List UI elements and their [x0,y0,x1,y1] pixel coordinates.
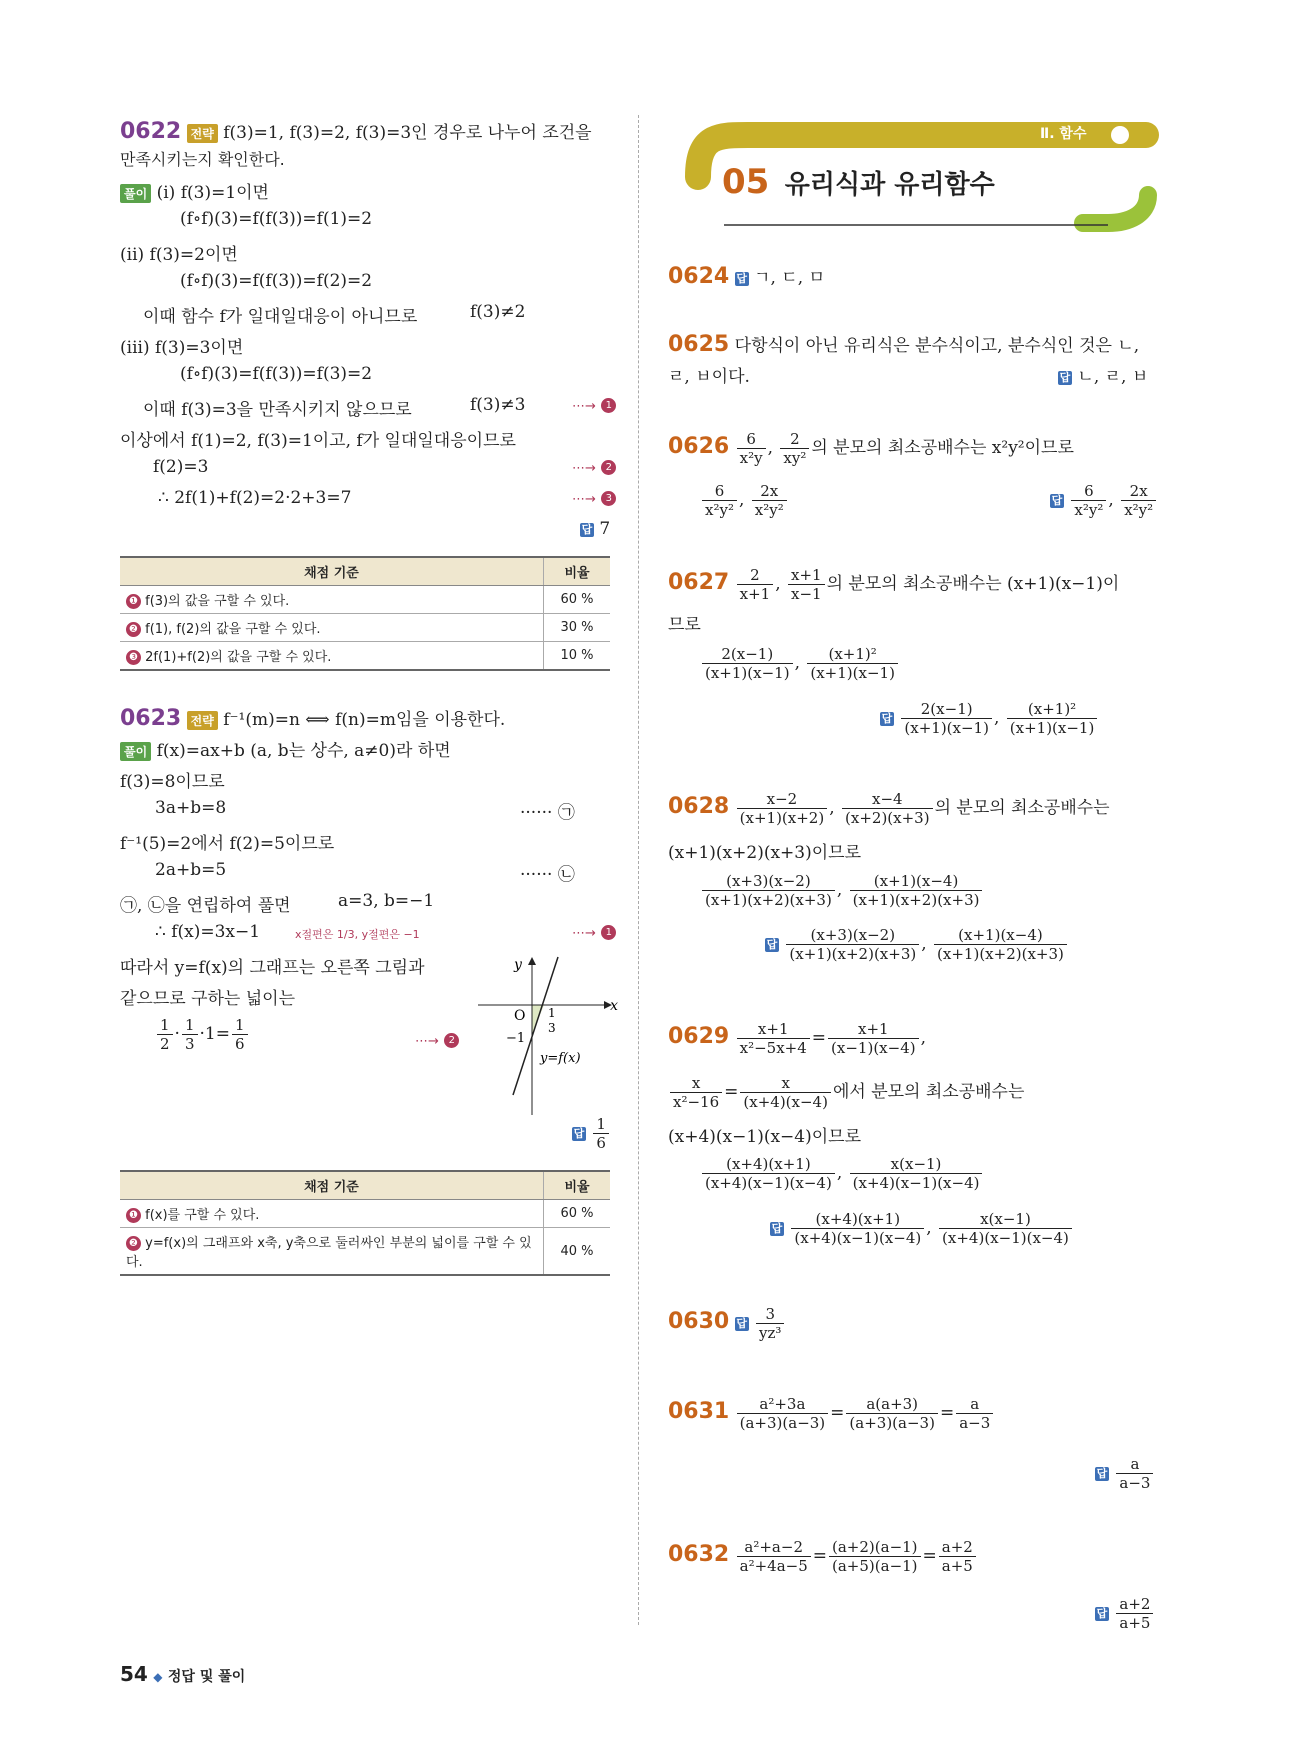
problem-number: 0630 [668,1309,730,1334]
frac-den: 3 [184,1035,195,1053]
sol-line: f(2)=3 [153,457,209,477]
frac-num: 2x [752,482,787,501]
ratio: 40 % [544,1228,611,1276]
frac-den: (x+4)(x−4) [743,1093,828,1111]
frac-num: (x+1)² [1007,700,1098,719]
frac-num: x−2 [737,790,828,809]
step-marker-1: 1 [601,925,616,940]
sol-line: 3a+b=8 [155,798,227,818]
step-arrow-icon: ⋯→ [572,492,596,507]
answer-icon: 답 [736,1316,747,1330]
problem-number: 0622 [120,119,182,144]
frac-num: a [1116,1455,1153,1474]
step-arrow-icon: ⋯→ [572,399,596,414]
frac-num: 2 [780,430,809,449]
frac-den: (x+4)(x−1)(x−4) [852,1174,980,1192]
frac-den: x+1 [739,585,771,603]
frac-den: (a+3)(a−3) [739,1414,826,1432]
frac-den: xy² [783,449,807,467]
frac-num: (x+1)² [807,645,898,664]
grading-table [120,1170,610,1276]
sol-line: f(3)=8이므로 [120,772,225,792]
sol-line: 이때 f(3)=3을 만족시키지 않으므로 [143,400,412,420]
step-marker: ❶ [126,1208,141,1223]
frac-den: (x+4)(x−1)(x−4) [794,1229,922,1247]
ratio: 30 % [544,614,611,642]
frac-num: (x+4)(x+1) [791,1210,924,1229]
frac-num: 2x [1121,482,1156,501]
criterion: 2f(1)+f(2)의 값을 구할 수 있다. [145,650,332,665]
sol-line: ∴ f(x)=3x−1 [155,922,261,942]
frac-num: x−4 [842,790,933,809]
grading-header: 채점 기준 [120,557,544,586]
sol-text: 에서 분모의 최소공배수는 [832,1082,1025,1102]
chapter-label: Ⅱ. 함수 [1040,126,1087,142]
frac-den: x²y² [705,501,734,519]
answer-value: ㄱ, ㄷ, ㅁ [754,268,825,288]
frac-den: a²+4a−5 [739,1557,808,1575]
line-graph [478,955,618,1115]
step-marker: ❷ [126,1236,141,1251]
grading-header: 채점 기준 [120,1171,544,1200]
strategy-text: f⁻¹(m)=n ⟺ f(n)=m임을 이용한다. [223,710,506,730]
frac-num: 1 [232,1016,248,1035]
frac-num: x+1 [788,566,825,585]
section-number: 05 [722,162,770,202]
problem-number: 0629 [668,1024,730,1049]
strategy-text: f(3)=1, f(3)=2, f(3)=3인 경우로 나누어 조건을 [223,123,592,143]
sol-line: 2a+b=5 [155,860,227,880]
step-arrow-icon: ⋯→ [572,926,596,941]
frac-num: x [740,1074,831,1093]
y-axis-arrow-icon [528,957,536,965]
frac-den: (x+2)(x+3) [845,809,930,827]
sol-line: ······ ㉠ [520,803,575,823]
origin-label: O [514,1008,526,1024]
frac-num: 3 [756,1305,784,1324]
sol-line: (iii) f(3)=3이면 [120,338,244,358]
ratio-header: 비율 [544,557,611,586]
sol-text: 의 분모의 최소공배수는 (x+1)(x−1)이 [826,574,1120,594]
frac-den: (x+1)(x−1) [705,664,790,682]
step-marker: ❸ [126,650,141,665]
frac-den: (x+1)(x+2)(x+3) [937,945,1064,963]
problem-number: 0624 [668,264,730,289]
sol-line: (f∘f)(3)=f(f(3))=f(3)=2 [180,364,373,384]
sol-line: (ii) f(3)=2이면 [120,245,238,265]
frac-den: (x+1)(x−1) [904,719,989,737]
frac-num: a²+3a [737,1395,829,1414]
frac-num: (x+3)(x−2) [786,926,919,945]
answer-icon: 답 [736,271,747,285]
frac-num: (x+1)(x−4) [934,926,1067,945]
frac-den: 6 [234,1035,245,1053]
frac-den: (x+4)(x−1)(x−4) [942,1229,1069,1247]
answer-icon: 답 [771,1221,783,1235]
frac-den: (x+1)(x−1) [810,664,895,682]
sol-line: a=3, b=−1 [338,891,435,911]
section-title: 유리식과 유리함수 [784,170,995,200]
sol-line: f(x)=ax+b (a, b는 상수, a≠0)라 하면 [156,741,451,761]
sol-line: 이상에서 f(1)=2, f(3)=1이고, f가 일대일대응이므로 [120,431,516,451]
column-divider [638,115,639,1625]
answer-num: 1 [593,1115,609,1134]
step-arrow-icon: ⋯→ [572,461,596,476]
answer-icon: 답 [881,711,893,725]
frac-num: 2 [737,566,774,585]
answer-den: 6 [596,1134,606,1152]
sol-line: ······ ㉡ [520,865,575,885]
frac-den: (x+4)(x−1)(x−4) [705,1174,832,1192]
sol-line: 이때 함수 f가 일대일대응이 아니므로 [143,307,418,327]
x-intercept-num: 1 [548,1006,556,1020]
frac-num: 6 [1071,482,1106,501]
frac-den: yz³ [759,1324,782,1342]
sol-text: 의 분모의 최소공배수는 [934,798,1110,818]
frac-den: (x+1)(x+2)(x+3) [852,891,980,909]
step-marker-3: 3 [601,491,616,506]
criterion: f(3)의 값을 구할 수 있다. [145,594,290,609]
sol-text: (x+1)(x+2)(x+3)이므로 [668,843,862,863]
problem-0624 [668,263,825,289]
answer-icon: 답 [581,522,593,536]
frac-den: (x+1)(x+2)(x+3) [789,945,917,963]
solution-tag: 풀이 [120,184,151,203]
frac-num: a+2 [1116,1595,1153,1614]
frac-den: (x+1)(x+2) [739,809,825,827]
problem-0630 [668,1305,786,1342]
strategy-tag: 전략 [187,124,218,143]
sol-text: 므로 [668,615,701,635]
sol-line: ∴ 2f(1)+f(2)=2·2+3=7 [158,488,352,508]
ratio: 10 % [544,642,611,671]
frac-num: x(x−1) [939,1210,1072,1229]
table-row [120,1228,610,1276]
frac-den: a−3 [959,1414,991,1432]
answer-icon: 답 [766,937,778,951]
frac-num: x+1 [737,1020,810,1039]
sol-line: (f∘f)(3)=f(f(3))=f(1)=2 [180,209,373,229]
step-arrow-icon: ⋯→ [415,1034,439,1049]
page-footer [120,1662,245,1686]
problem-number: 0631 [668,1399,730,1424]
frac-num: 2(x−1) [901,700,992,719]
frac-den: (x−1)(x−4) [831,1039,916,1057]
table-row [120,642,610,671]
step-marker: ❶ [126,594,141,609]
expr-mid: ·1= [199,1024,230,1044]
frac-den: (x+1)(x−1) [1009,719,1095,737]
x-label: x [610,998,618,1014]
frac-den: a−3 [1119,1474,1151,1492]
frac-den: (x+1)(x+2)(x+3) [705,891,832,909]
frac-den: x²y² [1124,501,1154,519]
frac-den: a+5 [941,1557,973,1575]
y-intercept-label: −1 [506,1031,526,1046]
table-row [120,614,610,642]
answer-icon: 답 [1096,1466,1108,1480]
sol-line: (i) f(3)=1이면 [156,183,269,203]
strategy-tag: 전략 [187,711,218,730]
y-label: y [514,957,522,973]
frac-den: (a+5)(a−1) [832,1557,918,1575]
intercept-note: x절편은 1/3, y절편은 −1 [295,928,420,941]
frac-num: a(a+3) [846,1395,938,1414]
x-intercept-den: 3 [548,1021,556,1035]
footer-label: 정답 및 풀이 [167,1669,246,1685]
ratio-header: 비율 [544,1171,611,1200]
answer-icon: 답 [573,1126,585,1140]
function-label: y=f(x) [540,1051,581,1066]
sol-line: ㄹ, ㅂ이다. [668,367,750,387]
frac-den: 2 [160,1035,170,1053]
frac-num: 6 [702,482,737,501]
frac-den: a+5 [1119,1614,1151,1632]
step-marker-2: 2 [601,460,616,475]
frac-num: 1 [182,1016,198,1035]
problem-number: 0632 [668,1542,730,1567]
solution-tag: 풀이 [120,742,151,761]
frac-num: (x+4)(x+1) [702,1155,835,1174]
frac-num: x [670,1074,722,1093]
frac-num: x(x−1) [850,1155,983,1174]
problem-number: 0626 [668,434,730,459]
frac-den: x²−5x+4 [739,1039,807,1057]
frac-num: a [956,1395,993,1414]
frac-num: 1 [157,1016,173,1035]
sol-line: f(3)≠2 [470,302,526,322]
answer-icon: 답 [1096,1606,1108,1620]
table-row [120,1200,610,1228]
sol-text: 의 분모의 최소공배수는 x²y²이므로 [811,438,1074,458]
frac-num: 2(x−1) [702,645,793,664]
criterion: y=f(x)의 그래프와 x축, y축으로 둘러싸인 부분의 넓이를 구할 수 있다. [126,1236,532,1270]
sol-line: 다항식이 아닌 유리식은 분수식이고, 분수식인 것은 ㄴ, [734,336,1140,356]
step-marker: ❷ [126,622,141,637]
problem-number: 0625 [668,332,730,357]
frac-num: x+1 [828,1020,919,1039]
frac-den: x²y² [754,501,784,519]
sol-line: f⁻¹(5)=2에서 f(2)=5이므로 [120,834,335,854]
frac-den: (a+3)(a−3) [849,1414,935,1432]
sol-text: (x+4)(x−1)(x−4)이므로 [668,1127,862,1147]
sol-line: f(3)≠3 [470,395,526,415]
frac-den: x²y² [1074,501,1104,519]
step-marker-1: 1 [601,398,616,413]
page-number: 54 [120,1662,148,1686]
step-marker-2: 2 [444,1033,459,1048]
answer-icon: 답 [1051,493,1063,507]
sol-line: 따라서 y=f(x)의 그래프는 오른쪽 그림과 [120,958,425,978]
ratio: 60 % [544,1200,611,1228]
frac-num: a+2 [939,1538,976,1557]
frac-num: a²+a−2 [737,1538,811,1557]
frac-num: (a+2)(a−1) [829,1538,921,1557]
answer-value: 7 [599,519,611,539]
grading-table [120,556,610,671]
frac-den: x²y [739,449,763,467]
criterion: f(1), f(2)의 값을 구할 수 있다. [145,622,321,637]
problem-number: 0627 [668,570,730,595]
problem-number: 0628 [668,794,730,819]
frac-num: (x+3)(x−2) [702,872,835,891]
sol-line: (f∘f)(3)=f(f(3))=f(2)=2 [180,271,373,291]
problem-number: 0623 [120,706,182,731]
answer-icon: 답 [1059,370,1071,384]
area-expression: $\frac{1}{2}$ · $\frac{1}{3}$ ·1= $\frac{1}{6}$ [155,1016,250,1053]
criterion: f(x)를 구할 수 있다. [145,1208,260,1223]
frac-num: (x+1)(x−4) [850,872,983,891]
table-row [120,586,610,614]
answer-value: ㄴ, ㄹ, ㅂ [1077,367,1149,387]
frac-den: x−1 [791,585,822,603]
frac-den: x²−16 [673,1093,720,1111]
ratio: 60 % [544,586,611,614]
sol-line: 같으므로 구하는 넓이는 [120,989,296,1009]
sol-line: ㉠, ㉡을 연립하여 풀면 [120,896,291,916]
strategy-text-2: 만족시키는지 확인한다. [120,150,285,169]
frac-num: 6 [737,430,766,449]
diamond-icon: ◆ [153,1670,163,1684]
